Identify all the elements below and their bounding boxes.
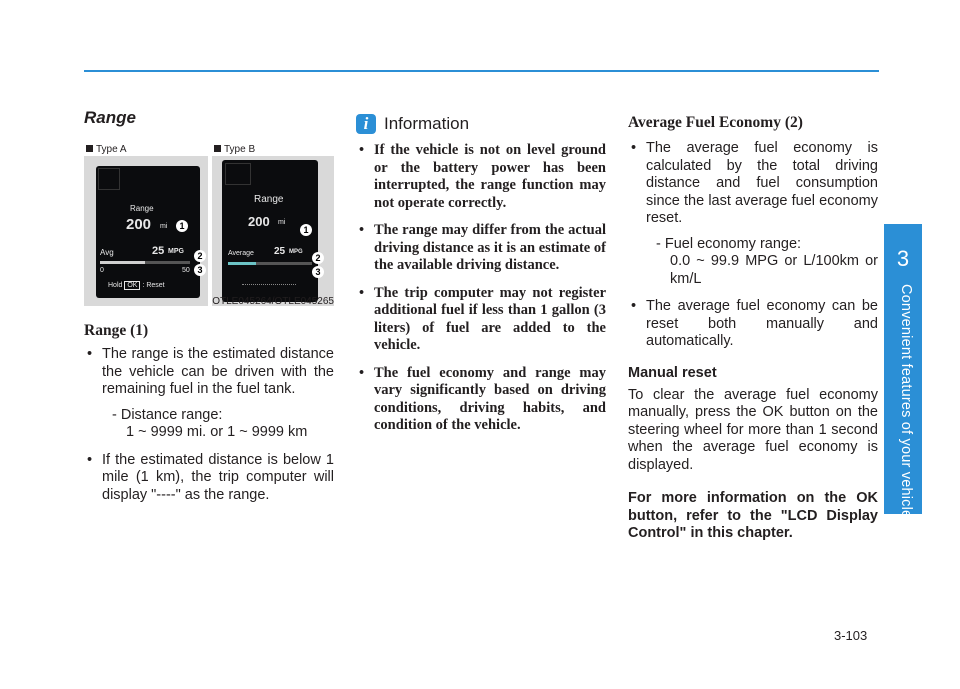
column-range: [84, 108, 334, 514]
info-icon: i: [356, 114, 376, 134]
range-subheading: Range (1): [84, 322, 149, 339]
type-a-scale-max: 50: [182, 267, 190, 274]
type-a-avg-unit: MPG: [168, 248, 184, 255]
avg-fuel-heading: Average Fuel Economy (2): [628, 114, 803, 131]
page-number: 3-103: [834, 628, 868, 643]
list-item: • The range is the estimated distance the vehicle can be driven with the remaining fuel in the fuel tank. - Distance range: 1 ~ 9999 mi. or 1 ~ 9999 km: [84, 346, 334, 442]
range-heading: Range: [84, 108, 136, 127]
cluster-figure: [84, 112, 334, 312]
type-b-avg-label: Average: [228, 250, 254, 257]
type-b-range-value: 200: [248, 214, 270, 229]
type-b-avg-value: 25: [274, 246, 286, 257]
type-a-scale-min: 0: [100, 267, 104, 274]
section-title: Convenient features of your vehicle: [898, 284, 914, 519]
list-item: • The fuel economy and range may vary significantly based on driving conditions, driving habits, and condition of the vehicle.: [356, 365, 606, 435]
list-item: • If the estimated distance is below 1 mile (1 km), the trip computer will display "----" as the range.: [84, 452, 334, 505]
callout-2-a: 2: [194, 250, 206, 262]
type-a-range-unit: mi: [160, 223, 168, 230]
type-b-avg-bar: [228, 262, 312, 265]
type-a-range-title: Range: [130, 204, 154, 213]
callout-1-a: 1: [176, 220, 188, 232]
type-a-hold-text: Hold OK : Reset: [108, 282, 165, 289]
type-a-label: Type A: [86, 144, 127, 155]
callout-3-a: 3: [194, 264, 206, 276]
section-number: 3: [896, 246, 910, 271]
type-b-range-title: Range: [254, 194, 284, 205]
info-bullets: [356, 142, 606, 435]
callout-1-b: 1: [300, 224, 312, 236]
type-b-range-unit: mi: [278, 219, 286, 226]
list-item: • The trip computer may not register additional fuel if less than 1 gallon (3 liters) of fuel are added to the vehicle.: [356, 285, 606, 355]
manual-reset-heading: Manual reset: [628, 364, 717, 381]
type-a-display: [96, 166, 200, 298]
figure-caption: OTLE045264/OTLE045265: [212, 296, 334, 307]
list-item: • The range may differ from the actual driving distance as it is an estimate of the available driving distance.: [356, 222, 606, 275]
type-b-panel: [212, 156, 334, 306]
top-rule: [84, 70, 879, 72]
type-a-panel: [84, 156, 208, 306]
callout-2-b: 2: [312, 252, 324, 264]
list-item: • The average fuel economy is calculated by the total driving distance and fuel consumption since the last average fuel economy reset. - Fuel economy range: 0.0 ~ 99.9 MPG or L/100km or km/L: [628, 140, 878, 288]
callout-3-b: 3: [312, 266, 324, 278]
section-tab: [884, 224, 922, 519]
column-average-fuel-economy: [628, 114, 878, 543]
list-item: • If the vehicle is not on level ground or the battery power has been interrupted, the range function may not operate correctly.: [356, 142, 606, 212]
list-item: • The average fuel economy can be reset both manually and automatically.: [628, 298, 878, 351]
ok-button-note: For more information on the OK button, refer to the "LCD Display Control" in this chapter.: [628, 490, 878, 541]
type-a-avg-value: 25: [152, 245, 165, 257]
type-a-avg-bar: [100, 261, 190, 264]
type-a-avg-label: Avg: [100, 248, 114, 257]
avg-fuel-bullets: [628, 140, 878, 351]
type-b-avg-unit: MPG: [289, 249, 303, 255]
info-header: [356, 114, 606, 134]
column-information: [356, 114, 606, 445]
manual-reset-text: To clear the average fuel economy manually, press the OK button on the steering wheel for more than 1 second when the average fuel economy is displayed.: [628, 386, 878, 473]
info-title: Information: [384, 114, 470, 133]
range-bullets: [84, 346, 334, 504]
type-b-label: Type B: [214, 144, 255, 155]
type-a-range-value: 200: [126, 216, 152, 233]
